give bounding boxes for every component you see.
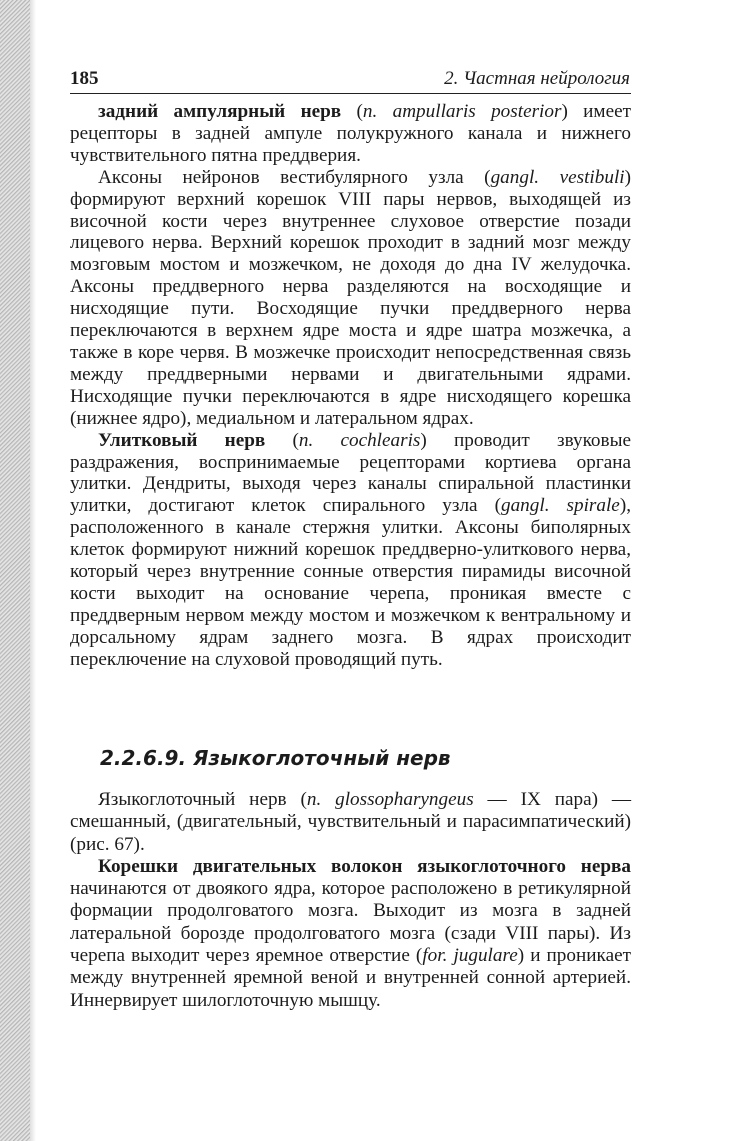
text-span: начинаются от двоякого ядра, которое расположено в ретикулярной формации продолговатого мозга. Выходит из мозга в задней латеральной борозде продолговатого мозга (сзади VIII пары). Из черепа выходит через яремное отверстие ( (70, 878, 631, 967)
body-text-bottom (70, 789, 631, 1012)
running-title: 2. Частная нейрология (444, 68, 630, 89)
section-heading: 2.2.6.9. Языкоглоточный нерв (100, 746, 451, 770)
latin-term: gangl. spirale (500, 495, 620, 517)
page-number: 185 (70, 68, 99, 89)
text-span: ), расположенного в канале стержня улитки. Аксоны биполярных клеток формируют нижний корешок преддверно-улиткового нерва, который через внутренние сонные отверстия пирамиды височной кости выходит на основание черепа, проникая вместе с преддверным нервом между мостом и мозжечком к вентральному и дорсальному ядрам заднего мозга. В ядрах происходит переключение на слуховой проводящий путь. (70, 495, 632, 670)
term-bold: Улитковый нерв (98, 429, 266, 451)
paragraph (70, 167, 631, 430)
term-bold: задний ампулярный нерв (98, 101, 342, 122)
paragraph (70, 856, 631, 1012)
text-span: ( (265, 429, 299, 451)
paragraph (70, 101, 631, 167)
header-rule (70, 93, 631, 94)
text-span: ) формируют верхний корешок VIII пары нервов, выходящей из височной кости через внутреннее слуховое отверстие позади лицевого нерва. Верхний корешок проходит в задний мозг между мозговым мостом и мозжечком, не доходя до дна IV желудочка. Аксоны преддверного нерва разделяются на восходящие и нисходящие пути. Восходящие пучки преддверного нерва переключаются в верхнем ядре моста и ядре шатра мозжечка, а также в коре червя. В мозжечке происходит непосредственная связь между преддверными нервами и двигательными ядрами. Нисходящие пучки переключаются в ядре нисходящего корешка (нижнее ядро), медиальном и латеральном ядрах. (70, 166, 631, 429)
body-text-top (70, 101, 631, 671)
text-span: ) имеет рецепторы в задней ампуле полукружного канала и нижнего чувствительного пятна преддверия. (70, 101, 631, 166)
running-header (70, 66, 630, 94)
latin-term: n. glossopharyngeus (306, 789, 474, 810)
latin-term: gangl. vestibuli (490, 166, 625, 188)
text-span: ) проводит звуковые раздражения, воспринимаемые рецепторами кортиева органа улитки. Дендриты, выходя через каналы спиральной пластинки улитки, достигают клеток спирального узла ( (70, 429, 631, 517)
book-binding-edge (0, 0, 30, 1141)
paragraph (70, 430, 631, 671)
text-span: ( (341, 101, 363, 122)
text-span: ) и проникает между внутренней яремной веной и внутренней сонной артерией. Иннервирует шилоглоточную мышцу. (70, 945, 631, 1011)
latin-term: n. ampullaris posterior (362, 101, 562, 122)
text-span: Языкоглоточный нерв ( (98, 789, 307, 810)
latin-term: n. cochlearis (298, 429, 421, 451)
latin-term: for. jugulare (422, 945, 518, 967)
paragraph (70, 789, 631, 856)
term-bold: Корешки двигательных волокон языкоглоточного нерва (98, 855, 631, 877)
text-span: Аксоны нейронов вестибулярного узла ( (98, 166, 491, 188)
text-span: — IX пара) — смешанный, (двигательный, чувствительный и парасимпатический) (рис. 67). (70, 789, 632, 855)
